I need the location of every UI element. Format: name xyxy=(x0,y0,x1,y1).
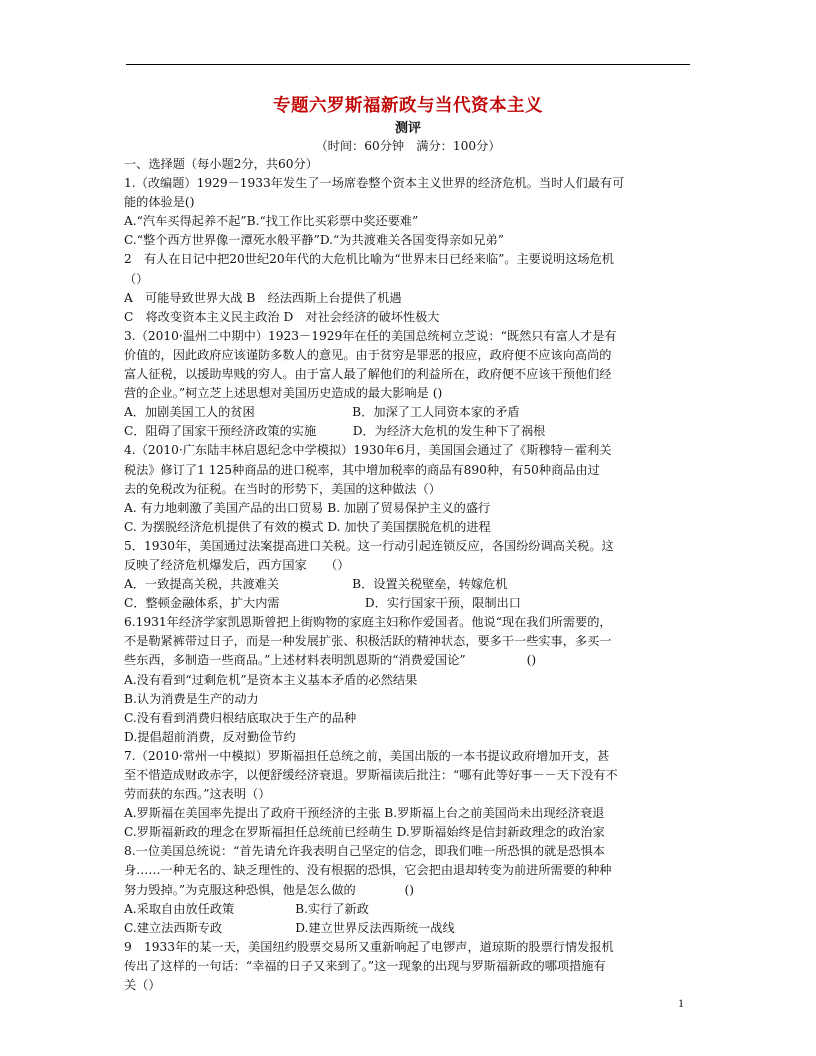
text-line: 些东西，多制造一些商品。”上述材料表明凯恩斯的“消费爱国论” () xyxy=(124,653,537,668)
text-line: A．加剧美国工人的贫困 B．加深了工人同资本家的矛盾 xyxy=(124,405,520,420)
text-line: 传出了这样的一句话：“幸福的日子又来到了。”这一现象的出现与罗斯福新政的哪项措施有 xyxy=(124,958,606,973)
text-line: 努力毁掉。”为克服这种恐惧，他是怎么做的 () xyxy=(124,882,414,897)
text-line: 6.1931年经济学家凯恩斯曾把上街购物的家庭主妇称作爱国者。他说“现在我们所需要的， xyxy=(124,615,612,630)
text-line: 劳而获的东西。”这表明（） xyxy=(124,787,271,802)
text-line: C.罗斯福新政的理念在罗斯福担任总统前已经萌生 D.罗斯福始终是信封新政理念的政治家 xyxy=(124,825,605,840)
text-line: C．阻碍了国家干预经济政策的实施 D．为经济大危机的发生种下了祸根 xyxy=(124,424,546,439)
text-line: 至不惜造成财政赤字，以便舒缓经济衰退。罗斯福读后批注：“哪有此等好事－－天下没有不 xyxy=(124,768,618,782)
question-lines xyxy=(124,155,692,995)
page-number: 1 xyxy=(678,996,684,1010)
text-line: 1.（改编题）1929－1933年发生了一场席卷整个资本主义世界的经济危机。当时人们最有可 xyxy=(124,176,625,191)
text-line: C 将改变资本主义民主政治 D 对社会经济的破坏性极大 xyxy=(124,309,440,324)
text-line: 价值的，因此政府应该谨防多数人的意见。由于贫穷是罪恶的报应，政府便不应该向高尚的 xyxy=(124,347,612,362)
document-subtitle: 测评 xyxy=(394,121,421,136)
text-line: A．一致提高关税，共渡难关 B．设置关税壁垒，转嫁危机 xyxy=(124,577,508,592)
text-line: 能的体验是() xyxy=(124,195,195,210)
document-title: 专题六罗斯福新政与当代资本主义 xyxy=(273,96,543,116)
text-line: 5．1930年，美国通过法案提高进口关税。这一行动引起连锁反应，各国纷纷调高关税。这 xyxy=(124,538,614,553)
text-line: A.“汽车买得起养不起”B.“找工作比买彩票中奖还要难” xyxy=(124,214,419,229)
text-line: 一、选择题（每小题2分，共60分） xyxy=(124,157,318,171)
text-line: 7.（2010·常州一中模拟）罗斯福担任总统之前，美国出版的一本书提议政府增加开支，甚 xyxy=(124,748,610,763)
text-line: A 可能导致世界大战 B 经法西斯上台提供了机遇 xyxy=(124,290,402,305)
text-line: 不是勒紧裤带过日子，而是一种发展扩张、积极活跃的精神状态，要多干一些实事，多买一 xyxy=(124,634,612,649)
text-line: A.采取自由放任政策 B.实行了新政 xyxy=(124,901,369,916)
text-line: 3.（2010·温州二中期中）1923－1929年在任的美国总统柯立芝说：“既然只有富人才是有 xyxy=(124,328,617,343)
text-line: C. 为摆脱经济危机提供了有效的模式 D. 加快了美国摆脱危机的进程 xyxy=(124,519,491,534)
text-line: 营的企业。”柯立芝上述思想对美国历史造成的最大影响是 () xyxy=(124,386,443,401)
text-line: C．整顿金融体系，扩大内需 D．实行国家干预，限制出口 xyxy=(124,596,521,611)
text-line: 4.（2010·广东陆丰林启恩纪念中学模拟）1930年6月，美国国会通过了《斯穆特－霍利关 xyxy=(124,443,612,458)
text-line: C.没有看到消费归根结底取决于生产的品种 xyxy=(124,710,357,725)
text-line: A.没有看到“过剩危机”是资本主义基本矛盾的必然结果 xyxy=(124,672,418,687)
exam-meta: （时间：60分钟 满分：100分） xyxy=(315,139,501,153)
text-line: B.认为消费是生产的动力 xyxy=(124,691,259,706)
text-line: 税法》修订了1 125种商品的进口税率，其中增加税率的商品有890种，有50种商品由过 xyxy=(124,462,600,477)
text-line: C.建立法西斯专政 D.建立世界反法西斯统一战线 xyxy=(124,920,455,935)
text-line: C.“整个西方世界像一潭死水般平静”D.“为共渡难关各国变得亲如兄弟” xyxy=(124,233,504,248)
header-rule xyxy=(126,64,690,65)
text-line: 关（） xyxy=(124,978,161,993)
text-line: 富人征税，以援助卑贱的穷人。由于富人最了解他们的利益所在，政府便不应该干预他们经 xyxy=(124,367,612,382)
text-line: 2 有人在日记中把20世纪20年代的大危机比喻为“世界末日已经来临”。主要说明这场危机 xyxy=(124,252,614,267)
text-line: 9 1933年的某一天，美国纽约股票交易所又重新响起了电锣声，道琼斯的股票行情发报机 xyxy=(124,939,614,954)
text-line: 身……一种无名的、缺乏理性的、没有根据的恐惧，它会把由退却转变为前进所需要的种种 xyxy=(124,863,612,878)
text-line: 去的免税改为征税。在当时的形势下，美国的这种做法（） xyxy=(124,481,441,496)
text-line: A. 有力地刺激了美国产品的出口贸易 B. 加剧了贸易保护主义的盛行 xyxy=(124,500,491,515)
text-line: 反映了经济危机爆发后，西方国家 （） xyxy=(124,557,350,572)
document-body xyxy=(124,94,692,995)
text-line: A.罗斯福在美国率先提出了政府干预经济的主张 B.罗斯福上台之前美国尚未出现经济衰退 xyxy=(124,806,605,821)
text-line: D.提倡超前消费，反对勤俭节约 xyxy=(124,729,296,744)
text-line: （） xyxy=(124,271,149,286)
text-line: 8.一位美国总统说：“首先请允许我表明自己坚定的信念，即我们唯一所恐惧的就是恐惧本 xyxy=(124,844,605,859)
